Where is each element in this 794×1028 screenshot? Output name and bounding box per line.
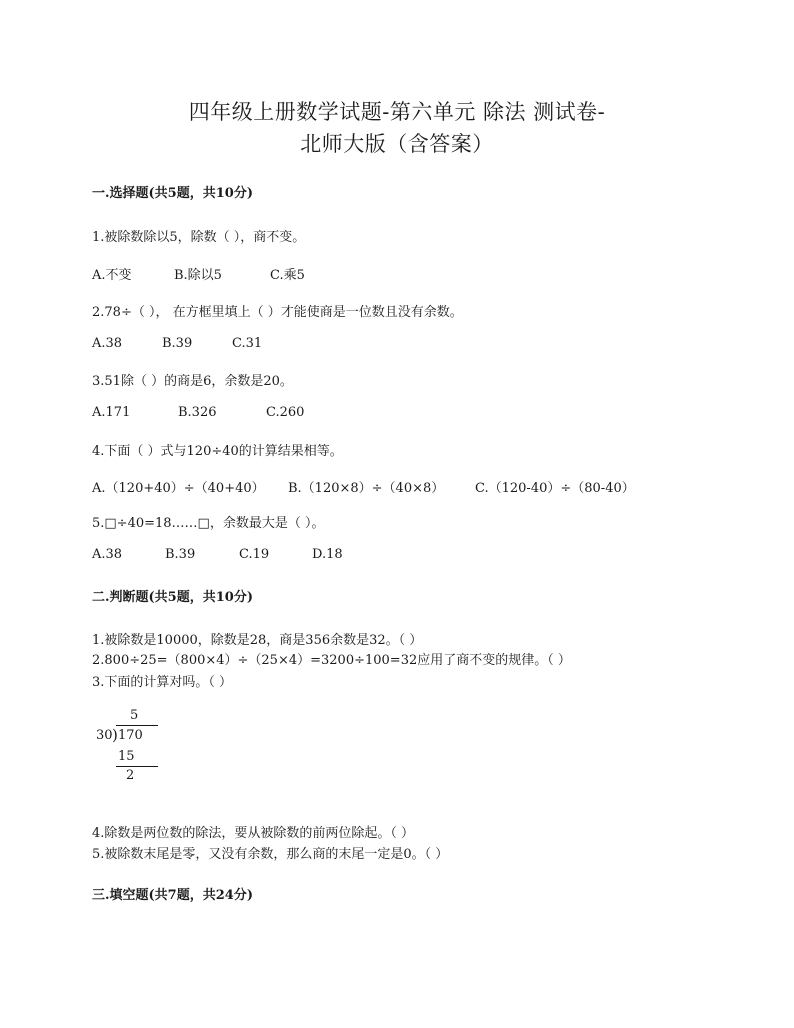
long-division-figure [92,708,182,788]
choice-question-3: 3.51除（ ）的商是6，余数是20。 [92,374,293,389]
long-division-dividend: 170 [118,728,143,743]
option-b: B.326 [178,405,217,420]
judgement-question-3: 3.下面的计算对吗。（ ） [92,675,233,690]
option-a: A.38 [92,336,123,351]
long-division-product: 15 [118,749,135,764]
option-c: C.19 [239,547,270,562]
section-heading-judgement: 二.判断题(共5题，共10分) [92,590,253,605]
judgement-question-4: 4.除数是两位数的除法，要从被除数的前两位除起。（ ） [92,826,415,841]
subtraction-line [116,766,158,767]
option-a: A.不变 [92,268,132,283]
choice-question-2: 2.78÷（ ）， 在方框里填上（ ）才能使商是一位数且没有余数。 [92,305,463,320]
option-c: C.260 [266,405,305,420]
document-title-line1: 四年级上册数学试题-第六单元 除法 测试卷- [188,100,606,124]
section-heading-fill-blank: 三.填空题(共7题，共24分) [92,888,253,903]
division-bracket: ) [112,726,118,744]
option-c: C.（120-40）÷（80-40） [475,481,635,496]
long-division-divisor: 30 [96,728,113,743]
judgement-question-1: 1.被除数是10000，除数是28，商是356余数是32。（ ） [92,633,423,648]
option-c: C.31 [232,336,263,351]
division-bar [116,725,158,726]
option-b: B.（120×8）÷（40×8） [288,481,445,496]
option-b: B.39 [162,336,193,351]
option-b: B.除以5 [174,268,222,283]
choice-question-4: 4.下面（ ）式与120÷40的计算结果相等。 [92,444,343,459]
section-heading-choice: 一.选择题(共5题，共10分) [92,186,253,201]
long-division-quotient: 5 [130,708,139,723]
option-c: C.乘5 [270,268,305,283]
option-a: A.（120+40）÷（40+40） [92,481,265,496]
option-a: A.171 [92,405,131,420]
option-b: B.39 [165,547,196,562]
judgement-question-5: 5.被除数末尾是零，又没有余数，那么商的末尾一定是0。（ ） [92,847,449,862]
document-title-line2: 北师大版（含答案） [300,132,494,156]
choice-question-1: 1.被除数除以5，除数（ ），商不变。 [92,230,306,245]
option-a: A.38 [92,547,123,562]
option-d: D.18 [312,547,343,562]
judgement-question-2: 2.800÷25=（800×4）÷（25×4）=3200÷100=32应用了商不变的规律。（ ） [92,653,571,668]
long-division-remainder: 2 [126,768,135,783]
choice-question-5: 5.□÷40=18……□，余数最大是（ ）。 [92,516,325,531]
